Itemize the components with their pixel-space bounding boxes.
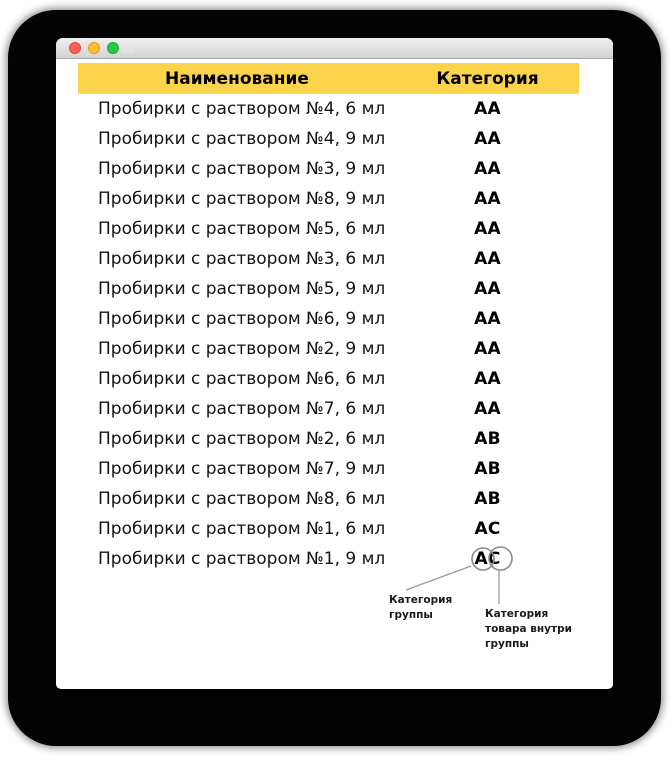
product-name: Пробирки с раствором №6, 9 мл <box>98 309 386 329</box>
table-row <box>78 124 579 154</box>
product-name: Пробирки с раствором №5, 9 мл <box>98 279 386 299</box>
product-name: Пробирки с раствором №7, 9 мл <box>98 459 386 479</box>
product-name: Пробирки с раствором №3, 6 мл <box>98 249 386 269</box>
minimize-button[interactable] <box>88 42 100 54</box>
column-header-name: Наименование <box>165 68 309 89</box>
group-category-label <box>389 593 452 623</box>
column-header-category: Категория <box>436 68 539 89</box>
table-row <box>78 304 579 334</box>
item-category-label-line1: Категория <box>485 608 549 620</box>
table-row <box>78 334 579 364</box>
category-value: АА <box>474 129 501 149</box>
product-name: Пробирки с раствором №8, 6 мл <box>98 489 386 509</box>
category-value: АВ <box>474 429 501 449</box>
product-name: Пробирки с раствором №5, 6 мл <box>98 219 386 239</box>
table-header <box>78 63 579 94</box>
window-titlebar[interactable] <box>56 38 613 59</box>
table-row <box>78 544 579 574</box>
window-controls <box>69 42 119 54</box>
table-row <box>78 244 579 274</box>
table-row <box>78 514 579 544</box>
zoom-button[interactable] <box>107 42 119 54</box>
table-row <box>78 274 579 304</box>
category-value: АА <box>474 219 501 239</box>
table-row <box>78 364 579 394</box>
table-row <box>78 424 579 454</box>
product-name: Пробирки с раствором №7, 6 мл <box>98 399 386 419</box>
category-value: АВ <box>474 459 501 479</box>
table-row <box>78 154 579 184</box>
table-body <box>78 94 579 574</box>
proxy-icon <box>122 42 134 54</box>
category-value: АА <box>474 339 501 359</box>
table-row <box>78 484 579 514</box>
category-value: АА <box>474 309 501 329</box>
table-row <box>78 394 579 424</box>
group-category-label-line1: Категория <box>389 594 453 606</box>
annotated-category-letter: С <box>487 549 501 569</box>
category-table <box>78 63 579 574</box>
product-name: Пробирки с раствором №2, 6 мл <box>98 429 386 449</box>
category-value: АА <box>474 249 501 269</box>
category-value: АА <box>474 279 501 299</box>
category-value <box>396 544 579 574</box>
category-value: АА <box>474 369 501 389</box>
category-value: АС <box>474 519 501 539</box>
category-value: АВ <box>474 489 501 509</box>
item-category-label-line2: товара внутри <box>485 623 572 635</box>
product-name: Пробирки с раствором №4, 9 мл <box>98 129 386 149</box>
table-row <box>78 214 579 244</box>
close-button[interactable] <box>69 42 81 54</box>
item-category-label <box>485 607 572 652</box>
app-window <box>56 38 613 689</box>
group-category-label-line2: группы <box>389 609 433 621</box>
category-value: АА <box>474 99 501 119</box>
item-category-label-line3: группы <box>485 638 529 650</box>
product-name: Пробирки с раствором №3, 9 мл <box>98 159 386 179</box>
product-name: Пробирки с раствором №6, 6 мл <box>98 369 386 389</box>
product-name: Пробирки с раствором №2, 9 мл <box>98 339 386 359</box>
product-name: Пробирки с раствором №4, 6 мл <box>98 99 386 119</box>
product-name: Пробирки с раствором №1, 9 мл <box>98 549 386 569</box>
category-value: АА <box>474 399 501 419</box>
product-name: Пробирки с раствором №8, 9 мл <box>98 189 386 209</box>
category-value: АА <box>474 189 501 209</box>
category-value: АА <box>474 159 501 179</box>
table-row <box>78 94 579 124</box>
product-name: Пробирки с раствором №1, 6 мл <box>98 519 386 539</box>
table-row <box>78 184 579 214</box>
table-row <box>78 454 579 484</box>
annotated-category-letter: А <box>474 549 488 569</box>
